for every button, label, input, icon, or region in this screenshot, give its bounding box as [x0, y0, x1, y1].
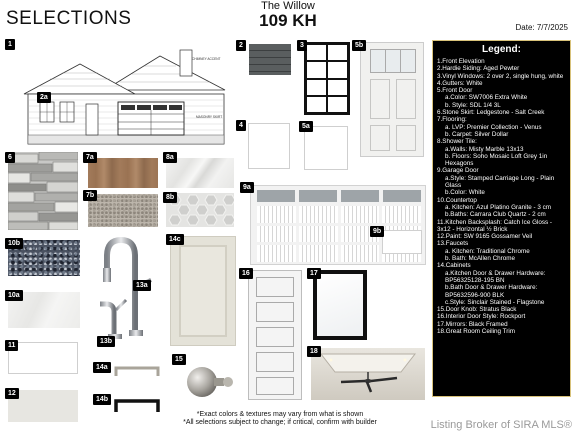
tag-9a: 9a: [240, 182, 254, 193]
legend-item: b. Carpet: Silver Dollar: [445, 130, 509, 138]
legend-item: 5.Front Door: [437, 87, 473, 95]
legend-item: b.Bath Door & Drawer Hardware: BP5632596-900 BLK: [445, 284, 538, 299]
window-swatch: [304, 42, 350, 115]
ceiling-trim-image: [311, 348, 425, 400]
stone-swatch: [8, 152, 78, 230]
legend-title: Legend:: [482, 44, 521, 55]
cabinet-door-swatch: [170, 236, 236, 346]
legend-item: 10.Countertop: [437, 196, 477, 204]
front-door-swatch: [360, 42, 424, 157]
legend-item: 9.Garage Door: [437, 167, 479, 175]
page-title: SELECTIONS: [6, 8, 132, 29]
gutter-swatch: [248, 123, 290, 169]
tag-2: 2: [236, 40, 246, 51]
legend-item: 4.Gutters: White: [437, 79, 483, 87]
tag-14b: 14b: [93, 394, 111, 405]
tag-14a: 14a: [93, 362, 111, 373]
tag-7b: 7b: [83, 190, 97, 201]
door-knob-icon: [186, 362, 234, 402]
legend-item: 11.Kitchen Backsplash: Catch Ice Gloss - 3x12 - Horizontal ½ Brick: [437, 218, 553, 233]
plan-code: 109 KH: [259, 11, 317, 30]
ceiling-fan-icon: [311, 348, 425, 400]
tag-5b: 5b: [352, 40, 366, 51]
legend-item: 12.Paint: SW 9165 Gossamer Veil: [437, 233, 533, 241]
tag-5a: 5a: [299, 121, 313, 132]
interior-door-swatch: [248, 270, 302, 400]
legend-item: 18.Great Room Ceiling Trim: [437, 327, 516, 335]
tag-3: 3: [297, 40, 307, 51]
lvp-swatch: [88, 158, 158, 188]
garage-color-swatch: [382, 230, 422, 254]
legend-item: 13.Faucets: [437, 240, 469, 248]
tag-8a: 8a: [163, 152, 177, 163]
footer-note-1: *Exact colors & textures may vary from what is shown: [196, 411, 364, 418]
legend-item: 15.Door Knob: Stratus Black: [437, 306, 517, 314]
legend-item: 14.Cabinets: [437, 262, 471, 270]
tag-14c: 14c: [166, 234, 184, 245]
legend-item: a. Kitchen: Azul Platino Granite - 3 cm: [445, 203, 552, 211]
tag-16: 16: [239, 268, 253, 279]
tag-13a: 13a: [133, 280, 151, 291]
house-elevation-icon: [20, 42, 230, 147]
tag-15: 15: [172, 354, 186, 365]
legend-item: a. LVP: Premier Collection - Venus: [445, 123, 542, 131]
bath-faucet-icon: [96, 296, 132, 340]
chimney-accent-label: CHIMNEY ACCENT: [192, 57, 221, 61]
front-elevation-drawing: [20, 42, 230, 147]
legend-item: b. Style: SDL 1/4 3L: [445, 101, 501, 109]
tag-11: 11: [5, 340, 18, 351]
legend-panel: [432, 40, 571, 397]
tag-4: 4: [236, 120, 246, 131]
mirror-swatch: [313, 270, 367, 340]
legend-item: a.Kitchen Door & Drawer Hardware: BP56325128-195 BN: [445, 269, 546, 284]
backsplash-swatch: [8, 342, 78, 374]
carpet-swatch: [88, 194, 158, 227]
legend-item: b. Floors: Soho Mosaic Loft Grey 1in Hexagons: [445, 152, 548, 168]
masonry-skirt-label: MASONRY SKIRT: [196, 115, 223, 119]
tag-10a: 10a: [5, 290, 23, 301]
legend-list: [437, 58, 566, 335]
legend-item: c.Style: Sinclair Stained - Flagstone: [445, 298, 545, 306]
legend-item: 8.Shower Tile:: [437, 138, 477, 146]
tag-1: 1: [5, 39, 15, 50]
tag-12: 12: [5, 388, 19, 399]
tag-9b: 9b: [370, 226, 384, 237]
mls-watermark: Listing Broker of SIRA MLS®: [430, 419, 572, 431]
legend-item: 1.Front Elevation: [437, 58, 485, 65]
legend-item: 6.Stone Skirt: Ledgestone - Salt Creek: [437, 109, 545, 117]
footer-notes: [150, 411, 410, 427]
tag-6: 6: [5, 152, 15, 163]
legend-item: 3.Vinyl Windows: 2 over 2, single hung, white: [437, 72, 564, 80]
tag-13b: 13b: [97, 336, 115, 347]
siding-swatch: [249, 44, 291, 75]
legend-item: a.Style: Stamped Carriage Long - Plain Glass: [445, 174, 555, 190]
selection-date: Date: 7/7/2025: [515, 23, 568, 32]
tag-2a: 2a: [37, 92, 51, 103]
door-color-swatch: [304, 126, 348, 170]
legend-item: a.Color: SW7006 Extra White: [445, 94, 528, 102]
tag-8b: 8b: [163, 192, 177, 203]
tag-17: 17: [307, 268, 321, 279]
plan-name: The Willow: [261, 0, 315, 12]
door-knob-image: [186, 362, 234, 402]
legend-item: 17.Mirrors: Black Framed: [437, 320, 508, 328]
legend-item: 2.Hardie Siding: Aged Pewter: [437, 65, 520, 73]
legend-item: a.Walls: Misty Marble 13x13: [445, 145, 524, 153]
legend-item: 16.Interior Door Style: Rockport: [437, 313, 526, 321]
tag-7a: 7a: [83, 152, 97, 163]
footer-note-2: *All selections subject to change; if critical, confirm with builder: [183, 419, 377, 426]
tag-18: 18: [307, 346, 321, 357]
tag-10b: 10b: [5, 238, 23, 249]
legend-item: b. Bath: McAllen Chrome: [445, 255, 515, 263]
kitchen-pull-image: [112, 364, 162, 378]
legend-item: a. Kitchen: Traditional Chrome: [445, 247, 530, 255]
legend-item: b.Baths: Carrara Club Quartz - 2 cm: [445, 211, 546, 219]
bar-pull-icon: [112, 364, 162, 378]
legend-item: b.Color: White: [445, 189, 485, 197]
bath-faucet-image: [96, 296, 132, 340]
legend-item: 7.Flooring:: [437, 116, 467, 124]
